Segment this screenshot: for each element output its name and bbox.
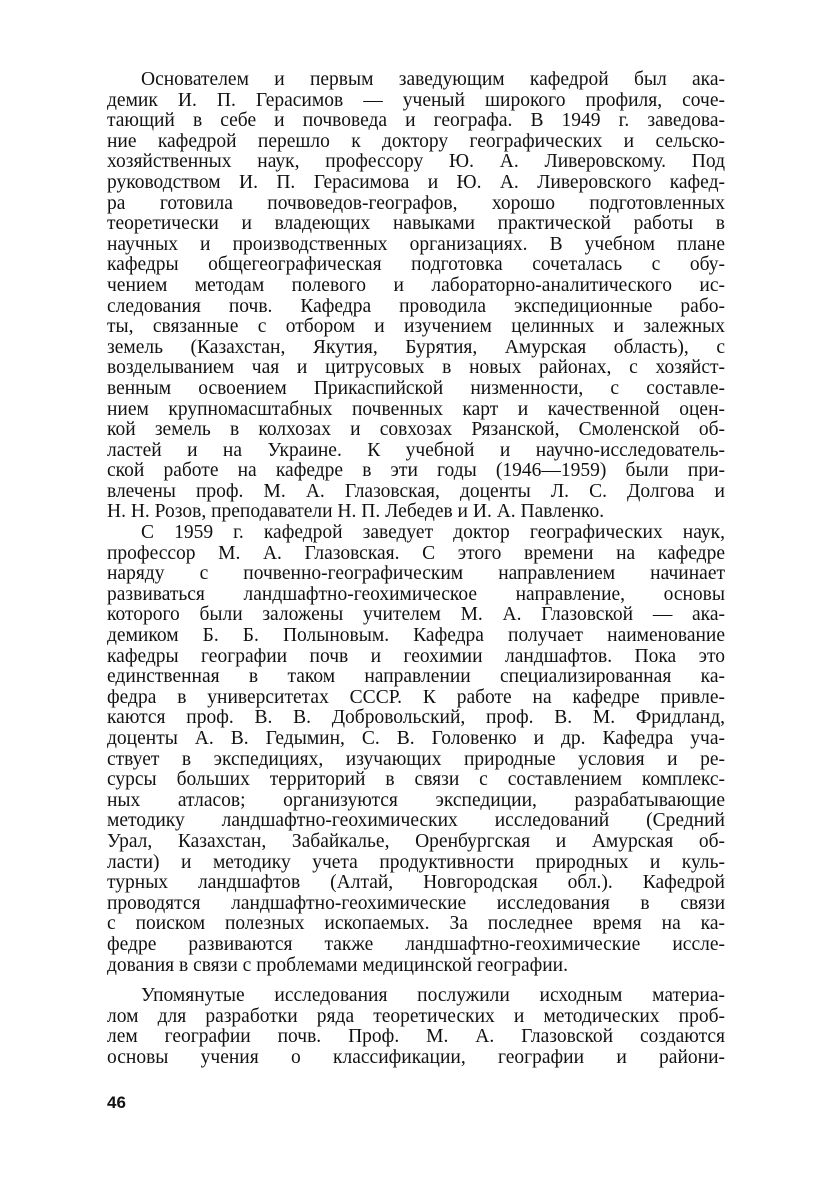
- text-line: тающий в себе и почвоведа и географа. В 1949 г. заведова-: [107, 110, 725, 132]
- text-line: венным освоением Прикаспийской низменности, с составле-: [107, 377, 725, 399]
- text-line: профессор М. А. Глазовская. С этого времени на кафедре: [107, 542, 725, 564]
- text-line: чением методам полевого и лабораторно-аналитического ис-: [107, 274, 725, 296]
- text-line: каются проф. В. В. Добровольский, проф. В. М. Фридланд,: [107, 707, 725, 729]
- text-line: сурсы больших территорий в связи с составлением комплекс-: [107, 769, 725, 791]
- text-line: основы учения о классификации, географии и райони-: [107, 1046, 725, 1068]
- text-line: нием крупномасштабных почвенных карт и качественной оцен-: [107, 398, 725, 420]
- text-line: Урал, Казахстан, Забайкалье, Оренбургская и Амурская об-: [107, 830, 725, 852]
- text-line: ластей и на Украине. К учебной и научно-исследователь-: [107, 439, 725, 461]
- text-line: Н. Н. Розов, преподаватели Н. П. Лебедев и И. А. Павленко.: [107, 501, 605, 523]
- text-line: кафедры географии почв и геохимии ландшафтов. Пока это: [107, 645, 725, 667]
- text-line: федра в университетах СССР. К работе на кафедре привле-: [107, 686, 725, 708]
- page-number: 46: [107, 1093, 126, 1112]
- document-body: [107, 70, 725, 1069]
- text-line: Основателем и первым заведующим кафедрой был ака-: [141, 69, 725, 90]
- text-line: хозяйственных наук, профессору Ю. А. Ливеровскому. Под: [107, 151, 725, 173]
- text-line: следования почв. Кафедра проводила экспедиционные рабо-: [107, 295, 725, 317]
- text-line: научных и производственных организациях. В учебном плане: [107, 233, 725, 255]
- paragraph-1: [107, 70, 725, 523]
- text-line: возделыванием чая и цитрусовых в новых районах, с хозяйст-: [107, 357, 725, 379]
- text-line: кафедры общегеографическая подготовка сочеталась с обу-: [107, 254, 725, 276]
- text-line: лом для разработки ряда теоретических и методических проб-: [107, 1005, 725, 1027]
- text-line: единственная в таком направлении специализированная ка-: [107, 666, 725, 688]
- text-line: ных атласов; организуются экспедиции, разрабатывающие: [107, 789, 725, 811]
- text-line: проводятся ландшафтно-геохимические исследования в связи: [107, 892, 725, 914]
- text-line: демиком Б. Б. Полыновым. Кафедра получает наименование: [107, 625, 725, 647]
- text-line: земель (Казахстан, Якутия, Бурятия, Амурская область), с: [107, 336, 725, 358]
- text-line: федре развиваются также ландшафтно-геохимические иссле-: [107, 933, 725, 955]
- text-line: ра готовила почвоведов-географов, хорошо подготовленных: [107, 192, 725, 214]
- text-line: дования в связи с проблемами медицинской географии.: [107, 954, 568, 976]
- paragraph-3: [107, 986, 725, 1068]
- text-line: ты, связанные с отбором и изучением целинных и залежных: [107, 316, 725, 338]
- text-line: ние кафедрой перешло к доктору географических и сельско-: [107, 130, 725, 152]
- text-line: теоретически и владеющих навыками практической работы в: [107, 213, 725, 235]
- text-line: с поиском полезных ископаемых. За последнее время на ка-: [107, 913, 725, 935]
- text-line: развиваться ландшафтно-геохимическое направление, основы: [107, 583, 725, 605]
- text-line: методику ландшафтно-геохимических исследований (Средний: [107, 810, 725, 832]
- paragraph-2: [107, 523, 725, 976]
- text-line: доценты А. В. Гедымин, С. В. Головенко и др. Кафедра уча-: [107, 728, 725, 749]
- text-line: ской работе на кафедре в эти годы (1946—1959) были при-: [107, 460, 725, 482]
- text-line: С 1959 г. кафедрой заведует доктор географических наук,: [141, 522, 725, 544]
- text-line: Упомянутые исследования послужили исходным материа-: [141, 985, 725, 1007]
- text-line: наряду с почвенно-географическим направлением начинает: [107, 563, 725, 585]
- text-line: ласти) и методику учета продуктивности природных и куль-: [107, 851, 725, 873]
- text-line: лем географии почв. Проф. М. А. Глазовской создаются: [107, 1026, 725, 1048]
- text-line: руководством И. П. Герасимова и Ю. А. Ливеровского кафед-: [107, 171, 725, 193]
- text-line: кой земель в колхозах и совхозах Рязанской, Смоленской об-: [107, 419, 725, 441]
- text-line: турных ландшафтов (Алтай, Новгородская обл.). Кафедрой: [107, 872, 725, 894]
- text-line: ствует в экспедициях, изучающих природные условия и ре-: [107, 748, 725, 770]
- text-line: демик И. П. Герасимов — ученый широкого профиля, соче-: [107, 89, 725, 111]
- text-line: влечены проф. М. А. Глазовская, доценты Л. С. Долгова и: [107, 480, 725, 502]
- text-line: которого были заложены учителем М. А. Глазовской — ака-: [107, 604, 725, 626]
